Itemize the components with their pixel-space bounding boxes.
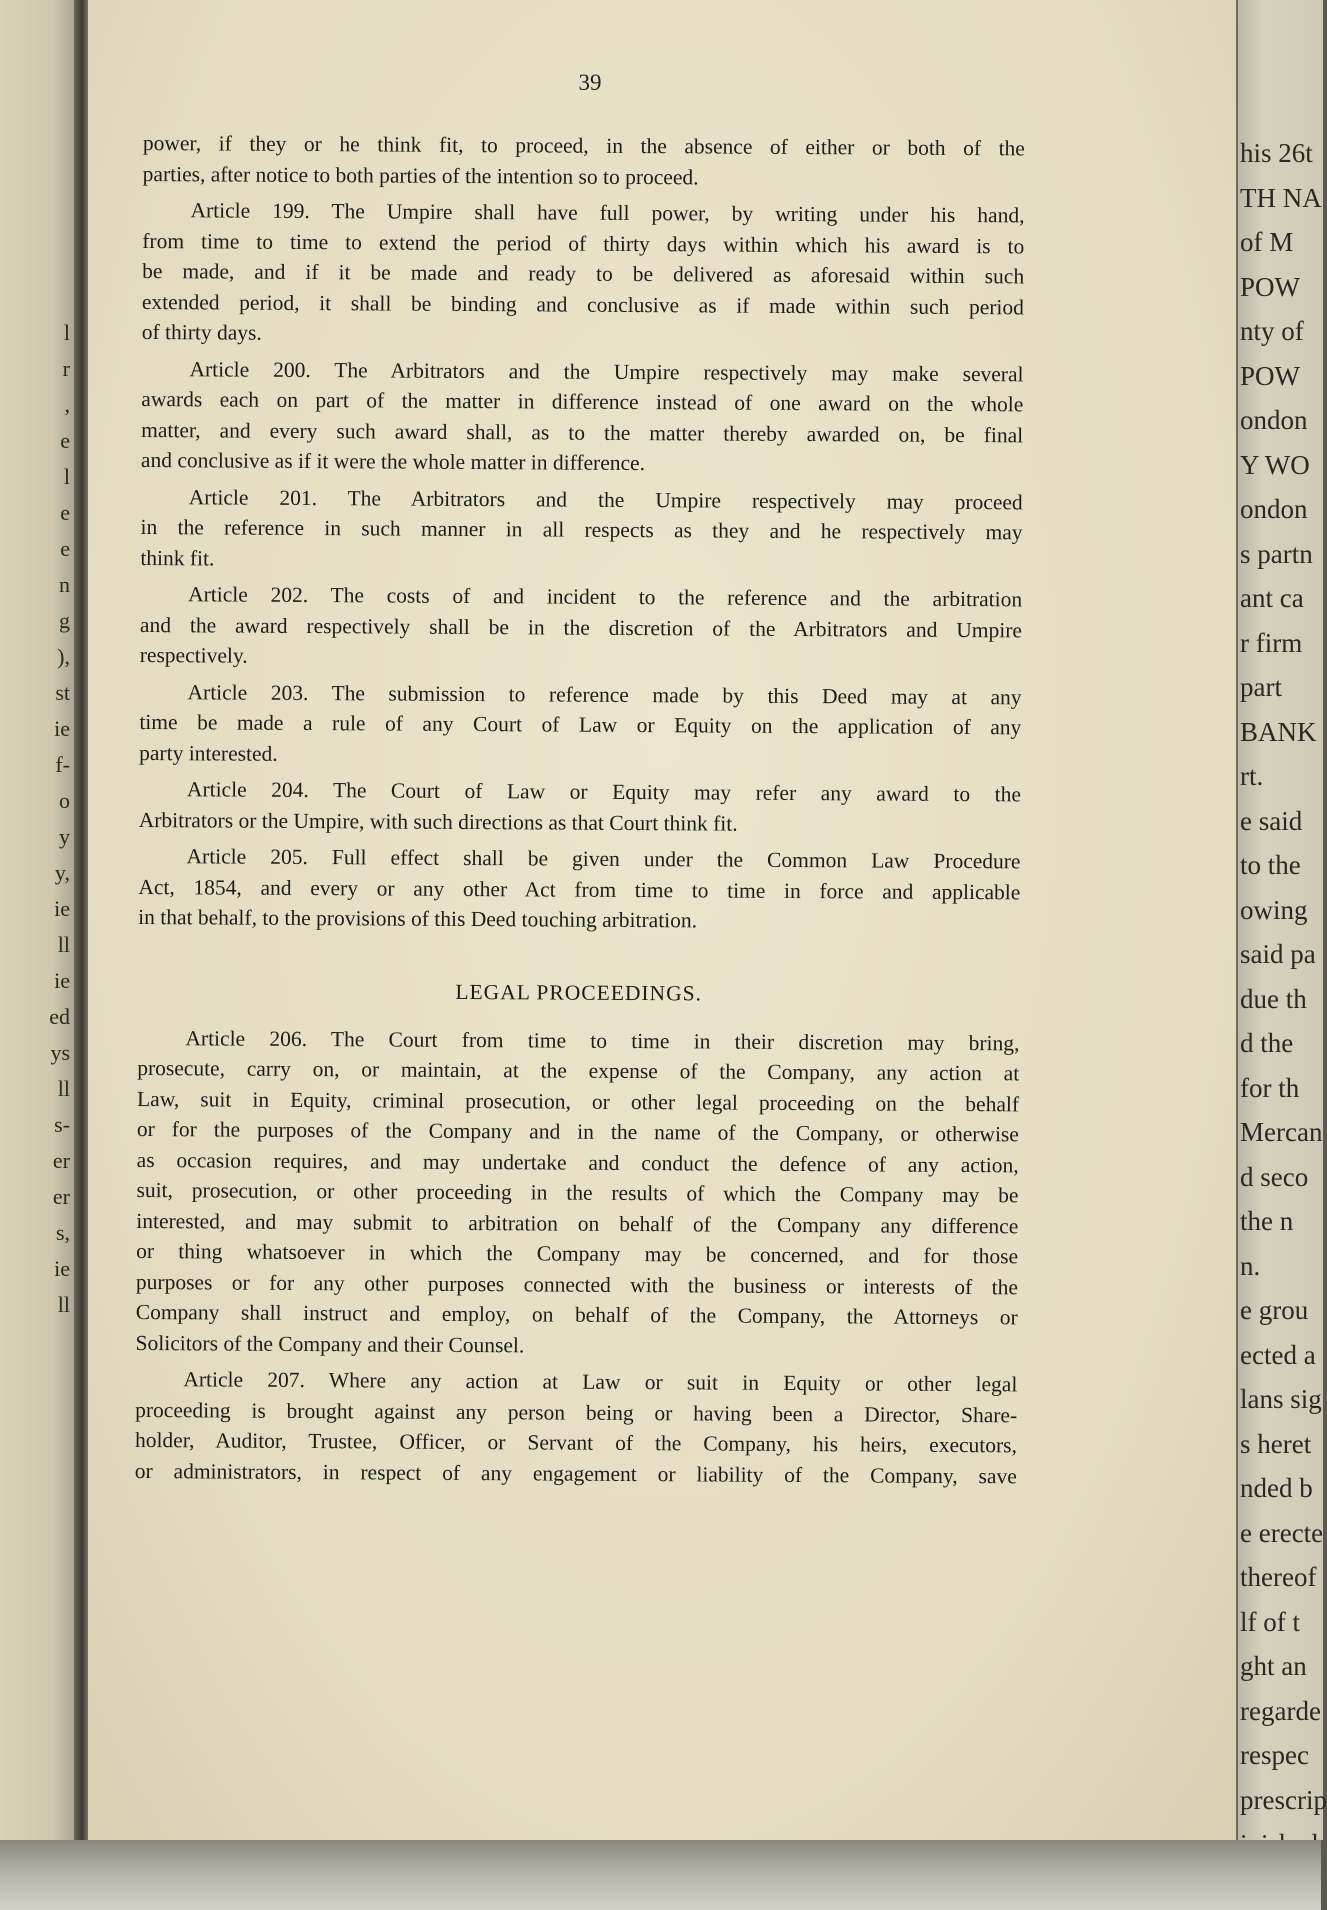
fragment-text: POW — [1240, 360, 1300, 391]
fragment-text: regarde — [1240, 1695, 1321, 1726]
paragraph — [139, 774, 1021, 840]
fragment-text: nded b — [1240, 1473, 1313, 1503]
fragment-text: ie — [54, 716, 70, 741]
fragment-text: n. — [1240, 1250, 1261, 1281]
text-line: and conclusive as if it were the whole matter in difference. — [140, 447, 646, 476]
text-line: Article 201. The Arbitrators and the Umpire respectively may proceed — [188, 484, 1023, 514]
text-line: interested, and may submit to arbitration on behalf of the Company any difference — [136, 1208, 1019, 1238]
text-line: Article 199. The Umpire shall have full power, by writing under his hand, — [190, 198, 1025, 228]
text-line: Article 206. The Court from time to time in their discretion may bring, — [185, 1025, 1020, 1055]
fragment-text: ondon — [1240, 494, 1308, 524]
fragment-text: ght an — [1240, 1651, 1307, 1681]
fragment-text: e — [60, 428, 70, 453]
text-line: matter, and every such award shall, as to the matter thereby awarded on, be final — [141, 417, 1024, 447]
paragraph — [141, 353, 1024, 480]
text-line: proceeding is brought against any person being or having been a Director, Share- — [135, 1397, 1018, 1427]
fragment-text: ie — [54, 896, 70, 921]
paragraph — [140, 481, 1023, 578]
fragment-text: e said — [1240, 805, 1303, 836]
fragment-text: l — [63, 320, 70, 345]
fragment-text: ed — [49, 1004, 70, 1029]
text-line: suit, prosecution, or other proceeding in the results of which the Company may be — [136, 1177, 1019, 1208]
fragment-text: ie — [54, 968, 70, 993]
fragment-text: r — [62, 356, 70, 381]
arbitration-section — [138, 128, 1025, 938]
section-heading: LEGAL PROCEEDINGS. — [455, 979, 703, 1005]
text-line: as occasion requires, and may undertake and conduct the defence of any action, — [136, 1147, 1019, 1177]
fragment-text: s heret — [1240, 1428, 1312, 1459]
text-line: be made, and if it be made and ready to be delivered as aforesaid within such — [142, 258, 1025, 289]
fragment-text: Mercan — [1240, 1117, 1323, 1147]
fragment-text: said pa — [1240, 939, 1316, 969]
legal-proceedings-section — [135, 1022, 1020, 1491]
fragment-text: for th — [1240, 1072, 1300, 1103]
text-line: purposes or for any other purposes connected with the business or interests of the — [135, 1269, 1019, 1299]
fragment-text: ondon — [1240, 405, 1308, 435]
text-line: parties, after notice to both parties of the intention so to proceed. — [142, 161, 699, 189]
fragment-text: Y WO — [1240, 449, 1310, 480]
fragment-text: lf of t — [1240, 1606, 1300, 1637]
page-number: 39 — [578, 70, 602, 95]
fragment-text: er — [52, 1148, 70, 1173]
text-line: Article 202. The costs of and incident to the reference and the arbitration — [188, 582, 1023, 612]
text-line: prosecute, carry on, or maintain, at the expense of the Company, any action at — [137, 1055, 1020, 1086]
text-line: Act, 1854, and every or any other Act from time to time in force and applicable — [138, 874, 1021, 904]
text-line: holder, Auditor, Trustee, Officer, or Servant of the Company, his heirs, executors, — [134, 1427, 1018, 1458]
fragment-text: respec — [1240, 1740, 1309, 1770]
paragraph — [139, 676, 1022, 773]
fragment-text: ie — [54, 1256, 70, 1281]
fragment-text: thereof — [1240, 1562, 1317, 1592]
paragraph — [135, 1364, 1018, 1491]
fragment-text: rt. — [1240, 761, 1264, 791]
fragment-text: ll — [57, 932, 70, 957]
fragment-text: ant ca — [1240, 583, 1304, 613]
fragment-text: TH NA — [1240, 182, 1322, 213]
text-line: and the award respectively shall be in the discretion of the Arbitrators and Umpire — [139, 612, 1023, 642]
body-text — [135, 128, 1025, 1497]
fragment-text: st — [55, 680, 70, 705]
text-line: time be made a rule of any Court of Law or Equity on the application of any — [139, 709, 1022, 740]
paragraph — [140, 579, 1023, 676]
text-line: awards each on part of the matter in difference instead of one award on the whole — [141, 386, 1024, 417]
text-line: from time to time to extend the period of thirty days within which his award is to — [142, 228, 1025, 258]
paragraph — [143, 128, 1025, 194]
fragment-text: d the — [1240, 1028, 1294, 1058]
text-line: or administrators, in respect of any engagement or liability of the Company, save — [134, 1458, 1017, 1488]
right-facing-page — [1236, 0, 1327, 1840]
text-line: power, if they or he think fit, to proceed, in the absence of either or both of the — [142, 130, 1025, 161]
fragment-text: owing — [1240, 894, 1308, 925]
fragment-text: ys — [50, 1040, 70, 1065]
text-line: Article 200. The Arbitrators and the Umpire respectively may make several — [189, 356, 1024, 386]
fragment-text: g — [59, 608, 70, 633]
fragment-text: the n — [1240, 1206, 1294, 1236]
fragment-text: , — [64, 392, 70, 417]
text-line: Arbitrators or the Umpire, with such directions as that Court think fit. — [138, 807, 738, 836]
fragment-text: lans sig — [1240, 1384, 1322, 1414]
fragment-text: ll — [57, 1292, 70, 1317]
text-line: Article 205. Full effect shall be given under the Common Law Procedure — [186, 844, 1021, 874]
fragment-text: e — [60, 536, 70, 561]
text-line: respectively. — [139, 642, 248, 668]
text-line: or thing whatsoever in which the Company may be concerned, and for those — [136, 1238, 1019, 1269]
fragment-text: part — [1240, 672, 1282, 702]
text-line: or for the purposes of the Company and in the name of the Company, or otherwise — [136, 1116, 1019, 1147]
fragment-text: e grou — [1240, 1295, 1309, 1325]
text-line: Solicitors of the Company and their Counsel. — [135, 1330, 525, 1357]
fragment-text: s partn — [1240, 538, 1313, 569]
fragment-text: s- — [54, 1112, 70, 1137]
fragment-text: e — [60, 500, 70, 525]
fragment-text: o — [59, 788, 70, 813]
fragment-text: d seco — [1240, 1161, 1309, 1192]
fragment-text: due th — [1240, 983, 1307, 1014]
text-line: of thirty days. — [141, 319, 262, 345]
text-line: in that behalf, to the provisions of this Deed touching arbitration. — [138, 904, 698, 933]
fragment-text: prescrip — [1240, 1784, 1327, 1815]
text-line: Company shall instruct and employ, on behalf of the Company, the Attorneys or — [135, 1299, 1018, 1330]
fragment-text: l — [63, 464, 70, 489]
fragment-text: y — [59, 824, 70, 849]
scanner-bottom-edge — [0, 1840, 1321, 1910]
text-line: Law, suit in Equity, criminal prosecution, or other legal proceeding on the behalf — [136, 1086, 1020, 1116]
text-line: Article 207. Where any action at Law or suit in Equity or other legal — [183, 1367, 1018, 1397]
fragment-text: er — [52, 1184, 70, 1209]
text-line: Article 204. The Court of Law or Equity may refer any award to the — [186, 777, 1022, 807]
text-line: Article 203. The submission to reference made by this Deed may at any — [187, 679, 1022, 709]
fragment-text: of M — [1240, 227, 1294, 257]
fragment-text: n — [59, 572, 70, 597]
fragment-text: to the — [1240, 850, 1301, 880]
text-line: think fit. — [140, 545, 215, 570]
fragment-text: nty of — [1240, 316, 1304, 346]
fragment-text: ), — [57, 644, 70, 669]
text-line: party interested. — [139, 740, 278, 766]
paragraph — [138, 841, 1021, 938]
paragraph — [142, 195, 1025, 353]
text-line: in the reference in such manner in all respects as they and he respectively may — [140, 514, 1023, 545]
fragment-text: s, — [55, 1220, 70, 1245]
text-line: extended period, it shall be binding and conclusive as if made within such period — [141, 289, 1024, 319]
fragment-text: e erecte — [1240, 1517, 1324, 1548]
fragment-text: y, — [54, 860, 70, 885]
fragment-text: BANK — [1240, 716, 1317, 747]
left-facing-page — [0, 0, 76, 1840]
fragment-text: f- — [55, 752, 70, 777]
fragment-text: ected a — [1240, 1339, 1316, 1370]
fragment-text: POW — [1240, 271, 1300, 302]
fragment-text: ll — [57, 1076, 70, 1101]
paragraph — [135, 1022, 1019, 1363]
fragment-text: his 26t — [1240, 138, 1313, 168]
fragment-text: r firm — [1240, 627, 1303, 658]
